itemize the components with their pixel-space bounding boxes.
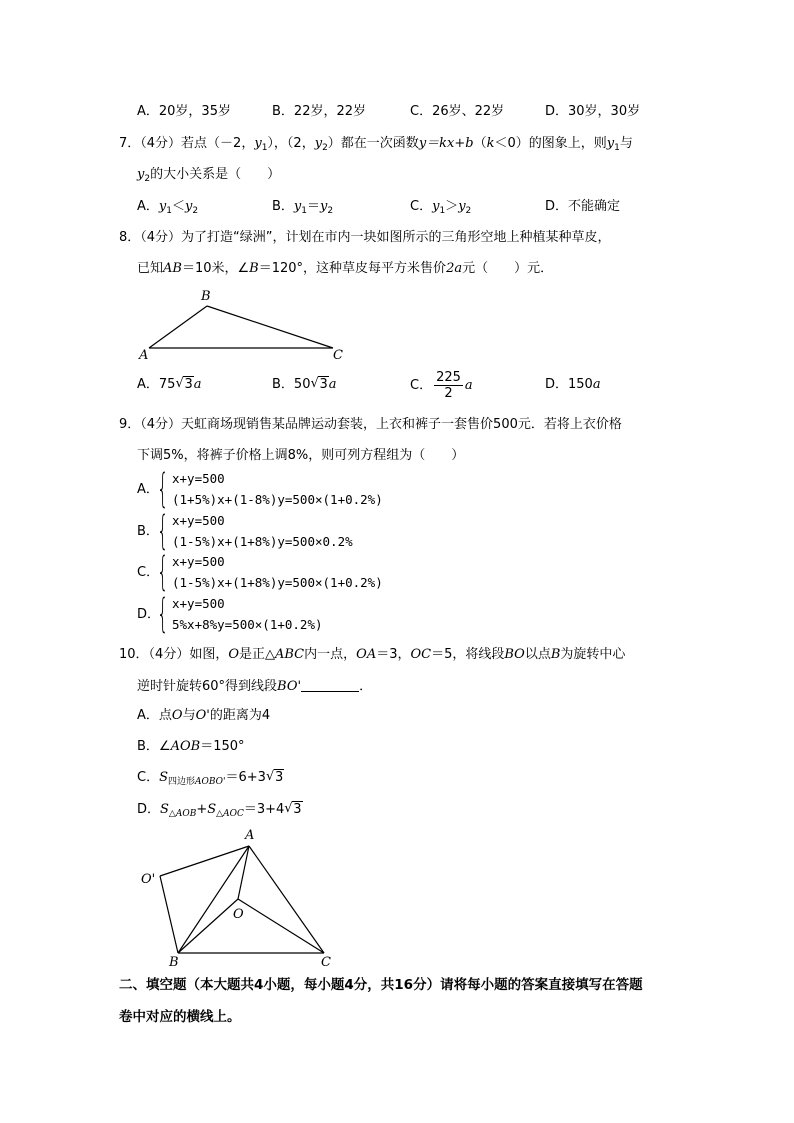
- q10-label-o: O: [233, 907, 244, 922]
- q10-option-c: C．$S_{四边形AOBO'}=6+3$ √ 3: [137, 769, 284, 787]
- q10-label-o-prime: O': [141, 872, 156, 887]
- q9-option-a-eq2: (1+5%)x+(1-8%)y=500×(1+0.2%): [172, 492, 383, 507]
- q8-side-bc: [207, 306, 333, 348]
- q10-label-a: A: [245, 828, 255, 843]
- q9-option-d-eq1: x+y=500: [172, 596, 225, 611]
- q10-figure: [135, 825, 345, 970]
- answer-blank: [301, 677, 359, 692]
- q7-line2: $y_2$的大小关系是（ ）: [137, 167, 281, 184]
- q8-label-b: B: [201, 289, 211, 304]
- section2-heading-line1: 二、填空题（本大题共4小题，每小题4分，共16分）请将每小题的答案直接填写在答题: [119, 977, 643, 993]
- q10-option-d: D．$S_{\triangle AOB}+S_{\triangle AOC}=3+4$ √ 3: [137, 801, 302, 819]
- q9-option-a-label: A．: [137, 482, 159, 497]
- q9-option-a-eq1: x+y=500: [172, 471, 225, 486]
- q8-line2: 已知AB＝10米，∠B＝120°，这种草皮每平方米售价2a元（ ）元．: [137, 261, 554, 276]
- fraction: $\frac{225}{2}$: [436, 370, 461, 401]
- q8-label-a: A: [139, 348, 149, 363]
- sqrt-symbol: √ 3: [265, 769, 284, 785]
- q6-option-c: C．26岁、22岁: [410, 104, 505, 119]
- brace-icon: {: [157, 591, 169, 637]
- q9-line2: 下调5%，将裤子价格上调8%，则可列方程组为（ ）: [137, 448, 465, 463]
- q8-line1: 8．（4分）为了打造“绿洲”，计划在市内一块如图所示的三角形空地上种植某种草皮，: [119, 230, 611, 245]
- brace-icon: {: [157, 508, 169, 554]
- q7-option-d: D．不能确定: [545, 199, 621, 214]
- q7-option-b: B．$y_1=y_2$: [272, 199, 334, 216]
- q9-option-d-label: D．: [137, 607, 161, 622]
- q10-segment-bo-prime: [160, 876, 178, 953]
- q9-option-d-eq2: 5%x+8%y=500×(1+0.2%): [172, 617, 323, 632]
- q10-line1: 10．（4分）如图，O是正△ABC内一点，OA＝3，OC＝5，将线段BO以点B为旋转中心: [119, 647, 626, 662]
- q7-line1: 7．（4分）若点（－2，$y_1$），（2，$y_2$）都在一次函数y＝kx+b（k＜0）的图象上，则$y_1$与: [119, 136, 633, 153]
- section2-heading-line2: 卷中对应的横线上。: [119, 1009, 241, 1025]
- q9-option-b-eq1: x+y=500: [172, 513, 225, 528]
- q7-option-a: A．$y_1<y_2$: [137, 199, 199, 216]
- sqrt-symbol: √ 3: [310, 376, 328, 392]
- q9-option-b-eq2: (1-5%)x+(1+8%)y=500×0.2%: [172, 534, 353, 549]
- q8-triangle-figure: [135, 285, 355, 365]
- q7-option-c: C．$y_1>y_2$: [410, 199, 472, 216]
- q10-option-a: A．点O与O'的距离为4: [137, 708, 271, 723]
- sqrt-symbol: √ 3: [284, 801, 302, 817]
- q8-option-c: C． $\frac{225}{2}$ a: [410, 370, 473, 401]
- q9-line1: 9．（4分）天虹商场现销售某品牌运动套装，上衣和裤子一套售价500元．若将上衣价格: [119, 417, 622, 432]
- q8-label-c: C: [333, 348, 343, 363]
- q6-option-d: D．30岁，30岁: [545, 104, 641, 119]
- q9-option-c-eq1: x+y=500: [172, 554, 225, 569]
- q10-segment-ao-prime: [160, 846, 249, 876]
- q9-option-b-label: B．: [137, 524, 159, 539]
- brace-icon: {: [157, 549, 169, 595]
- q10-label-b: B: [169, 955, 179, 970]
- q10-side-ac: [249, 846, 324, 953]
- q8-option-d: D．150a: [545, 377, 601, 392]
- q8-side-ab: [149, 306, 207, 348]
- q10-line2: 逆时针旋转60°得到线段BO' ．: [137, 679, 373, 694]
- q9-option-c-eq2: (1-5%)x+(1+8%)y=500×(1+0.2%): [172, 575, 383, 590]
- q6-option-a: A．20岁，35岁: [137, 104, 231, 119]
- q10-label-c: C: [321, 955, 331, 970]
- q8-option-b: B．50 √ 3a: [272, 376, 337, 392]
- sqrt-symbol: √ 3: [175, 376, 193, 392]
- q10-segment-co: [238, 899, 324, 953]
- q6-option-b: B．22岁，22岁: [272, 104, 367, 119]
- q10-option-b: B．∠AOB＝150°: [137, 739, 245, 754]
- brace-icon: {: [157, 466, 169, 512]
- q8-option-a: A．75 √ 3a: [137, 376, 202, 392]
- q9-option-c-label: C．: [137, 565, 160, 580]
